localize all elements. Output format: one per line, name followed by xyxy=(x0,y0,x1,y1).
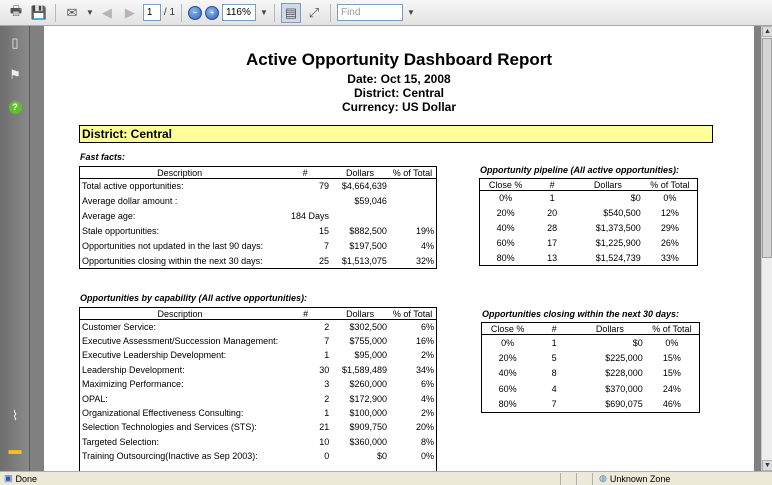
table-cell: 15% xyxy=(662,368,681,379)
report-title: Active Opportunity Dashboard Report xyxy=(245,50,553,69)
table-cell: 8% xyxy=(420,436,434,447)
table-cell: 33% xyxy=(660,252,679,263)
column-header: # xyxy=(280,308,331,320)
zone-text: Unknown Zone xyxy=(609,473,671,484)
column-header: Close % xyxy=(480,179,532,191)
table-cell: 2% xyxy=(420,408,434,419)
security-zone xyxy=(592,473,772,485)
attachment-icon[interactable]: ⌇ xyxy=(11,408,19,423)
navigation-pane xyxy=(0,26,30,471)
pdf-toolbar xyxy=(0,0,772,26)
table-cell: 30 xyxy=(319,364,330,375)
table-row xyxy=(80,363,437,377)
table-cell: 20% xyxy=(496,208,515,218)
table-cell: Average dollar amount : xyxy=(82,196,178,206)
table-cell: Opportunities not updated in the last 90 days: xyxy=(82,241,264,251)
table-cell: $225,000 xyxy=(605,352,643,363)
report-currency: Currency: US Dollar xyxy=(341,100,457,114)
table-cell: $360,000 xyxy=(349,436,388,447)
table-cell: 0% xyxy=(663,193,677,204)
table-cell: $540,500 xyxy=(603,208,641,218)
table-cell xyxy=(279,194,331,209)
table-cell: $197,500 xyxy=(349,241,387,251)
status-bar xyxy=(0,471,772,485)
table-cell: $59,046 xyxy=(354,196,387,206)
toolbar-separator xyxy=(181,4,182,22)
table-row xyxy=(80,209,437,224)
column-header: # xyxy=(533,323,575,335)
column-header: % of Total xyxy=(645,323,700,335)
table-cell: 28 xyxy=(547,223,558,233)
table-row xyxy=(80,420,437,434)
toolbar-separator xyxy=(330,4,331,22)
capability-title: Opportunities by capability (All active opportunities): xyxy=(80,293,308,303)
table-cell: 24% xyxy=(662,383,681,394)
column-header: Dollars xyxy=(575,323,645,335)
scroll-down-icon[interactable]: ▼ xyxy=(762,460,772,471)
table-cell: $0 xyxy=(632,337,643,348)
table-row xyxy=(480,191,698,206)
scroll-up-icon[interactable]: ▲ xyxy=(762,26,772,37)
help-icon[interactable]: ? xyxy=(6,98,24,116)
table-cell: 21 xyxy=(319,422,330,433)
table-row xyxy=(80,254,437,269)
table-cell: Opportunities closing within the next 30 days: xyxy=(82,255,263,266)
fast-facts-table xyxy=(79,166,437,269)
table-cell: 6% xyxy=(420,321,434,332)
table-cell: $1,589,489 xyxy=(342,364,388,375)
column-header: Description xyxy=(80,308,281,320)
table-cell: 80% xyxy=(496,252,515,263)
table-cell: 184 Days xyxy=(291,211,330,221)
table-row-cut xyxy=(80,463,437,471)
table-cell: 46% xyxy=(662,399,681,409)
capability-table xyxy=(79,307,437,471)
toolbar-separator xyxy=(55,4,56,22)
table-cell: 0 xyxy=(324,451,330,462)
table-cell: Customer Service: xyxy=(82,321,157,332)
table-cell: 4% xyxy=(420,241,434,251)
vertical-scrollbar[interactable] xyxy=(761,26,772,471)
column-header: Description xyxy=(80,167,280,179)
table-cell: $0 xyxy=(377,451,388,462)
table-cell: 7 xyxy=(324,241,330,251)
table-row xyxy=(480,236,698,251)
table-cell: 5 xyxy=(551,352,557,363)
prev-page-icon[interactable]: ◀ xyxy=(101,4,112,20)
chevron-down-icon[interactable]: ▼ xyxy=(86,8,94,17)
table-cell: 2% xyxy=(420,350,434,361)
table-cell: Executive Leadership Development: xyxy=(82,350,227,361)
table-cell: $1,524,739 xyxy=(595,252,641,263)
table-cell: 0% xyxy=(501,337,515,348)
column-header: Dollars xyxy=(331,167,389,179)
page-number-input[interactable]: 1 xyxy=(143,4,161,21)
column-header: % of Total xyxy=(389,167,437,179)
table-row xyxy=(482,397,700,413)
table-cell: 79 xyxy=(319,181,330,192)
table-row xyxy=(482,335,700,351)
table-cell: OPAL: xyxy=(82,393,108,404)
table-cell: $1,373,500 xyxy=(595,223,641,233)
table-cell: Organizational Effectiveness Consulting: xyxy=(82,408,244,419)
table-cell xyxy=(389,194,437,209)
table-row xyxy=(80,334,437,348)
table-row xyxy=(80,406,437,420)
table-cell: 4% xyxy=(420,393,434,404)
column-header: % of Total xyxy=(643,179,698,191)
column-header: % of Total xyxy=(389,308,436,320)
table-cell: $755,000 xyxy=(349,336,388,347)
table-cell: 0% xyxy=(665,337,679,348)
table-cell: 19% xyxy=(415,226,434,236)
table-cell: 80% xyxy=(498,399,517,409)
table-cell: $95,000 xyxy=(354,350,388,361)
status-cell xyxy=(560,473,576,485)
table-cell: $370,000 xyxy=(605,383,643,394)
table-cell: $909,750 xyxy=(349,422,388,433)
table-cell: $172,900 xyxy=(349,393,388,404)
table-cell: 29% xyxy=(660,223,679,233)
table-cell: 7 xyxy=(324,336,330,347)
table-row xyxy=(80,194,437,209)
status-text: Done xyxy=(15,473,38,484)
next-page-icon[interactable]: ▶ xyxy=(124,4,135,20)
column-header: Dollars xyxy=(331,308,389,320)
pipeline-title: Opportunity pipeline (All active opportunities): xyxy=(480,165,680,175)
table-row xyxy=(480,251,698,266)
table-header-row xyxy=(482,323,700,335)
column-header: Dollars xyxy=(573,179,643,191)
table-cell: Leadership Development: xyxy=(82,364,185,375)
report-date: Date: Oct 15, 2008 xyxy=(347,72,451,86)
table-cell: $260,000 xyxy=(349,379,388,390)
table-cell: 15% xyxy=(662,352,681,363)
fast-facts-title: Fast facts: xyxy=(80,152,126,162)
table-cell: 20% xyxy=(498,352,517,363)
table-row xyxy=(482,366,700,382)
closing30-title: Opportunities closing within the next 30 days: xyxy=(482,309,680,319)
column-header: # xyxy=(531,179,573,191)
comments-icon[interactable]: ▬ xyxy=(8,441,22,457)
table-cell: $4,664,639 xyxy=(341,181,387,192)
table-cell: 1 xyxy=(551,337,557,348)
table-cell: Training Outsourcing(Inactive as Sep 2003): xyxy=(82,451,258,462)
table-row xyxy=(480,221,698,236)
page-status-icon: ▣ xyxy=(4,473,13,483)
column-header: Close % xyxy=(482,323,534,335)
table-cell: 60% xyxy=(496,238,515,248)
report-district: District: Central xyxy=(353,86,445,100)
zoom-in-icon[interactable]: + xyxy=(205,6,219,20)
table-cell: 15 xyxy=(319,226,330,236)
status-cell xyxy=(576,473,592,485)
pipeline-table xyxy=(479,178,698,266)
table-cell: 2 xyxy=(324,321,330,332)
table-cell xyxy=(389,179,437,194)
toolbar-separator xyxy=(274,4,275,22)
table-cell: 17 xyxy=(547,238,558,248)
table-cell: 32% xyxy=(415,255,434,266)
zoom-out-icon[interactable]: − xyxy=(188,6,202,20)
zoom-level-input[interactable]: 116% xyxy=(222,4,256,21)
closing30-table xyxy=(481,322,700,413)
table-cell: 26% xyxy=(660,238,679,248)
table-row xyxy=(80,435,437,449)
save-icon[interactable]: 💾 xyxy=(30,4,48,20)
print-icon[interactable]: 🖶 xyxy=(9,2,23,18)
table-cell: 1 xyxy=(549,193,555,204)
table-cell: 20 xyxy=(547,208,558,218)
table-row xyxy=(80,179,437,194)
page-total: / 1 xyxy=(163,7,176,18)
table-header-row xyxy=(480,179,698,191)
find-input[interactable]: Find xyxy=(337,4,403,21)
table-cell: 4 xyxy=(551,383,557,394)
table-cell: 1 xyxy=(324,350,330,361)
table-cell: 7 xyxy=(551,399,557,409)
globe-icon: ◍ xyxy=(599,473,607,483)
table-cell: Executive Assessment/Succession Management: xyxy=(82,336,279,347)
table-row xyxy=(80,348,437,362)
table-cell: Stale opportunities: xyxy=(82,226,160,236)
table-cell: 10 xyxy=(319,436,330,447)
table-cell: $0 xyxy=(630,193,641,204)
scroll-thumb[interactable] xyxy=(762,38,772,258)
table-cell: 3 xyxy=(324,379,330,390)
table-row xyxy=(80,449,437,463)
table-cell: $302,500 xyxy=(349,321,388,332)
table-row xyxy=(80,391,437,405)
fit-width-icon[interactable]: ⤢ xyxy=(308,4,320,20)
bookmarks-icon[interactable]: ⚑ xyxy=(9,67,21,82)
table-row xyxy=(480,206,698,221)
table-cell: $882,500 xyxy=(349,226,387,236)
email-icon[interactable]: ✉ xyxy=(66,4,78,20)
fit-page-icon[interactable]: ▤ xyxy=(281,3,301,23)
table-cell: $228,000 xyxy=(605,368,643,379)
table-cell: Targeted Selection: xyxy=(82,436,160,447)
column-header: # xyxy=(279,167,331,179)
table-cell: $100,000 xyxy=(349,408,388,419)
table-cell: $690,075 xyxy=(605,399,643,409)
table-row xyxy=(80,377,437,391)
table-cell: 60% xyxy=(498,383,517,394)
table-header-row xyxy=(80,308,437,320)
table-cell: 40% xyxy=(496,223,515,233)
table-cell: 13 xyxy=(547,252,558,263)
table-cell: Maximizing Performance: xyxy=(82,379,184,390)
table-cell: $1,513,075 xyxy=(341,255,387,266)
table-cell: 12% xyxy=(660,208,679,218)
table-cell: Selection Technologies and Services (STS): xyxy=(82,422,257,433)
table-cell: 20% xyxy=(415,422,434,433)
table-row xyxy=(482,381,700,397)
table-cell: 8 xyxy=(551,368,557,379)
table-cell xyxy=(389,209,437,224)
table-cell: 2 xyxy=(324,393,330,404)
table-cell: Average age: xyxy=(82,211,136,221)
table-cell: 16% xyxy=(415,336,434,347)
table-cell: $1,225,900 xyxy=(595,238,641,248)
table-cell: 0% xyxy=(420,451,434,462)
table-cell: 40% xyxy=(498,368,517,379)
table-row xyxy=(80,224,437,239)
table-cell: 0% xyxy=(499,193,513,204)
table-row xyxy=(80,239,437,254)
table-cell: 1 xyxy=(324,408,330,419)
table-cell: 25 xyxy=(319,255,330,266)
table-cell: 34% xyxy=(415,364,434,375)
district-bar: District: Central xyxy=(79,125,713,143)
table-cell: Total active opportunities: xyxy=(82,181,184,192)
chevron-down-icon[interactable]: ▼ xyxy=(260,8,268,17)
table-cell: 6% xyxy=(420,379,434,390)
pages-icon[interactable]: ▯ xyxy=(11,35,19,50)
table-cell xyxy=(331,209,389,224)
table-header-row xyxy=(80,167,437,179)
table-row xyxy=(80,320,437,334)
chevron-down-icon[interactable]: ▼ xyxy=(406,8,415,17)
document-viewport xyxy=(30,26,761,471)
status-done xyxy=(0,473,560,484)
report-page xyxy=(44,26,754,471)
table-row xyxy=(482,350,700,366)
